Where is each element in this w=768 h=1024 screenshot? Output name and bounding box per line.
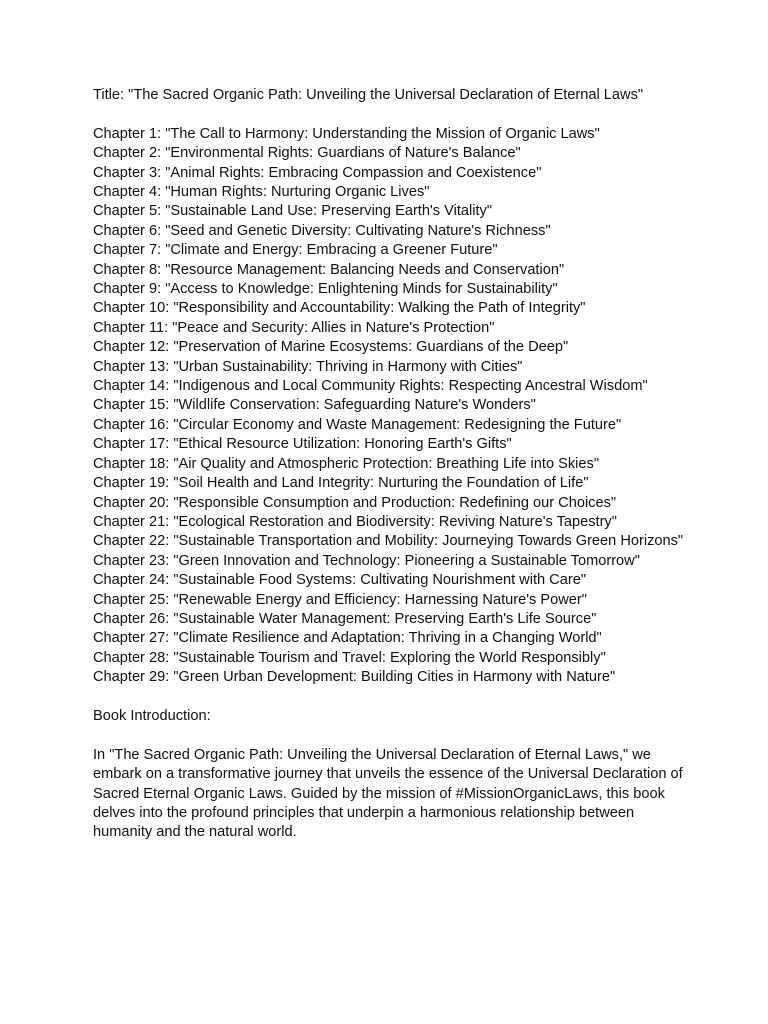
chapter-item: Chapter 12: "Preservation of Marine Ecosystems: Guardians of the Deep" (93, 339, 569, 356)
chapter-item: Chapter 23: "Green Innovation and Technology: Pioneering a Sustainable Tomorrow" (93, 552, 640, 569)
chapter-item: Chapter 1: "The Call to Harmony: Understanding the Mission of Organic Laws" (93, 125, 600, 142)
chapter-item: Chapter 26: "Sustainable Water Management: Preserving Earth's Life Source" (93, 610, 597, 627)
intro-paragraph: In "The Sacred Organic Path: Unveiling the Universal Declaration of Eternal Laws," we embark on a transformative journey that unveils the essence of the Universal Declaration of Sacred Eternal Organic Laws. Guided by the mission of #MissionOrganicLaws, this book delves into the profound principles that underpin a harmonious relationship between humanity and the natural world. (93, 746, 683, 841)
intro-heading: Book Introduction: (93, 707, 211, 724)
document-page (93, 86, 693, 843)
chapter-item: Chapter 8: "Resource Management: Balancing Needs and Conservation" (93, 261, 565, 278)
chapter-item: Chapter 10: "Responsibility and Accountability: Walking the Path of Integrity" (93, 300, 586, 317)
chapter-item: Chapter 2: "Environmental Rights: Guardians of Nature's Balance" (93, 145, 521, 162)
chapter-item: Chapter 18: "Air Quality and Atmospheric Protection: Breathing Life into Skies" (93, 455, 599, 472)
chapter-item: Chapter 5: "Sustainable Land Use: Preserving Earth's Vitality" (93, 203, 493, 220)
chapter-item: Chapter 16: "Circular Economy and Waste Management: Redesigning the Future" (93, 416, 622, 433)
chapter-item: Chapter 7: "Climate and Energy: Embracing a Greener Future" (93, 242, 498, 259)
chapter-list (93, 125, 693, 688)
document-title: Title: "The Sacred Organic Path: Unveiling the Universal Declaration of Eternal Laws" (93, 87, 644, 103)
spacer (93, 105, 693, 124)
chapter-item: Chapter 15: "Wildlife Conservation: Safeguarding Nature's Wonders" (93, 397, 536, 414)
spacer (93, 726, 693, 745)
chapter-item: Chapter 19: "Soil Health and Land Integrity: Nurturing the Foundation of Life" (93, 475, 589, 492)
chapter-item: Chapter 14: "Indigenous and Local Community Rights: Respecting Ancestral Wisdom" (93, 378, 648, 395)
spacer (93, 688, 693, 707)
chapter-item: Chapter 21: "Ecological Restoration and Biodiversity: Reviving Nature's Tapestry" (93, 513, 617, 530)
chapter-item: Chapter 6: "Seed and Genetic Diversity: Cultivating Nature's Richness" (93, 222, 551, 239)
chapter-item: Chapter 9: "Access to Knowledge: Enlightening Minds for Sustainability" (93, 281, 558, 298)
chapter-item: Chapter 17: "Ethical Resource Utilization: Honoring Earth's Gifts" (93, 436, 512, 453)
chapter-item: Chapter 24: "Sustainable Food Systems: Cultivating Nourishment with Care" (93, 572, 586, 589)
chapter-item: Chapter 25: "Renewable Energy and Efficiency: Harnessing Nature's Power" (93, 591, 587, 608)
chapter-item: Chapter 3: "Animal Rights: Embracing Compassion and Coexistence" (93, 164, 542, 181)
chapter-item: Chapter 20: "Responsible Consumption and Production: Redefining our Choices" (93, 494, 617, 511)
chapter-item: Chapter 28: "Sustainable Tourism and Travel: Exploring the World Responsibly" (93, 649, 606, 666)
chapter-item: Chapter 11: "Peace and Security: Allies in Nature's Protection" (93, 319, 495, 336)
chapter-item: Chapter 4: "Human Rights: Nurturing Organic Lives" (93, 184, 430, 201)
chapter-item: Chapter 22: "Sustainable Transportation and Mobility: Journeying Towards Green Horizons" (93, 533, 684, 550)
chapter-item: Chapter 29: "Green Urban Development: Building Cities in Harmony with Nature" (93, 669, 616, 686)
chapter-item: Chapter 13: "Urban Sustainability: Thriving in Harmony with Cities" (93, 358, 523, 375)
chapter-item: Chapter 27: "Climate Resilience and Adaptation: Thriving in a Changing World" (93, 630, 602, 647)
